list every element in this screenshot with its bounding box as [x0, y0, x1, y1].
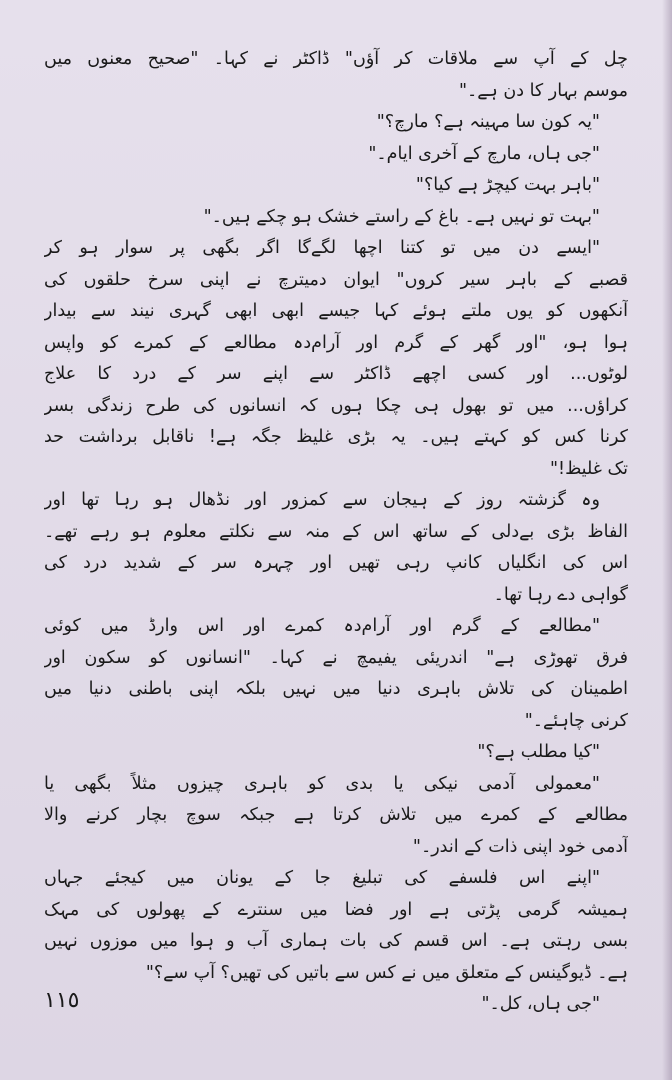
text-line: "معمولی آدمی نیکی یا بدی کو باہری چیزوں مثلاً بگھی یا	[44, 773, 600, 794]
text-line: "بہت تو نہیں ہے۔ باغ کے راستے خشک ہو چکے ہیں۔"	[203, 206, 600, 227]
text-line: "کیا مطلب ہے؟"	[477, 742, 600, 762]
text-line: بسی رہتی ہے۔ اس قسم کی بات ہماری آب و ہوا میں موزوں نہیں	[44, 931, 628, 951]
body-text	[44, 44, 628, 1021]
page-number: ١١٥	[44, 988, 80, 1013]
text-line: فرق تھوڑی ہے" اندریئی یفیمچ نے کہا۔ "انسانوں کو سکون اور	[44, 647, 628, 668]
text-line: کرنا کس کو کہتے ہیں۔ یہ بڑی غلیظ جگہ ہے! ناقابل برداشت حد	[44, 427, 628, 447]
text-line: "مطالعے کے گرم اور آرام‌دہ کمرے اور اس وارڈ میں کوئی	[44, 616, 600, 636]
paragraph	[44, 769, 628, 864]
text-line: چل کے آپ سے ملاقات کر آؤں" ڈاکٹر نے کہا۔ "صحیح معنوں میں	[44, 49, 628, 69]
text-line: "جی ہاں، کل۔"	[481, 994, 600, 1014]
text-line: "ایسے دن میں تو کتنا اچھا لگےگا اگر بگھی پر سوار ہو کر	[44, 238, 600, 258]
text-line: الفاظ بڑی بےدلی کے ساتھ اس کے منہ سے نکلتے معلوم ہو رہے تھے۔	[44, 521, 628, 542]
text-line: کرنی چاہئے۔"	[524, 710, 628, 731]
text-line: "باہر بہت کیچڑ ہے کیا؟"	[415, 175, 600, 195]
text-line: "اپنے اس فلسفے کی تبلیغ جا کے یونان میں کیجئے جہاں	[44, 868, 600, 888]
text-line: "جی ہاں، مارچ کے آخری ایام۔"	[368, 143, 600, 164]
paragraph	[44, 44, 628, 107]
text-line: ہے۔ ڈیوگینس کے متعلق میں نے کس سے باتیں کی تھیں؟ آپ سے؟"	[145, 962, 628, 983]
paragraph	[44, 737, 628, 769]
text-line: آدمی خود اپنی ذات کے اندر۔"	[412, 836, 628, 857]
text-line: آنکھوں کو یوں ملتے ہوئے کہا جیسے ابھی ابھی گہری نیند سے بیدار	[44, 301, 628, 321]
paragraph	[44, 485, 628, 611]
text-line: لوٹوں... اور کسی اچھے ڈاکٹر سے اپنے سر کے درد کا علاج	[44, 364, 628, 384]
paragraph	[44, 202, 628, 234]
paragraph	[44, 107, 628, 139]
paragraph	[44, 863, 628, 989]
page-edge-shadow	[662, 0, 672, 1080]
text-line: تک غلیظ!"	[550, 458, 628, 479]
paragraph	[44, 611, 628, 737]
text-line: ہوا ہو، "اور گھر کے گرم اور آرام‌دہ مطالعے کے کمرے کو واپس	[44, 332, 628, 353]
text-line: وہ گزشتہ روز کے ہیجان سے کمزور اور نڈھال ہو رہا تھا اور	[44, 490, 600, 510]
paragraph	[44, 170, 628, 202]
text-line: اطمینان کی تلاش باہری دنیا میں نہیں بلکہ اپنی باطنی دنیا میں	[44, 679, 628, 699]
paragraph	[44, 989, 628, 1021]
text-line: موسم بہار کا دن ہے۔"	[458, 80, 628, 101]
text-line: ہمیشہ گرمی پڑتی ہے اور فضا میں سنترے کے پھولوں کی مہک	[44, 899, 628, 920]
text-line: مطالعے کے کمرے میں تلاش کرتا ہے جبکہ سوچ بچار کرنے والا	[44, 805, 628, 825]
text-line: کراؤں... میں تو بھول ہی چکا ہوں کہ انسانوں کی طرح زندگی بسر	[44, 395, 628, 416]
text-line: اس کی انگلیاں کانپ رہی تھیں اور چہرہ سر کے شدید درد کی	[44, 553, 628, 573]
text-line: قصبے کے باہر سیر کروں" ایوان دمیترچ نے اپنی سرخ حلقوں کی	[44, 269, 628, 290]
paragraph	[44, 233, 628, 485]
text-line: گواہی دے رہا تھا۔	[493, 584, 628, 605]
text-line: "یہ کون سا مہینہ ہے؟ مارچ؟"	[376, 112, 600, 132]
paragraph	[44, 139, 628, 171]
